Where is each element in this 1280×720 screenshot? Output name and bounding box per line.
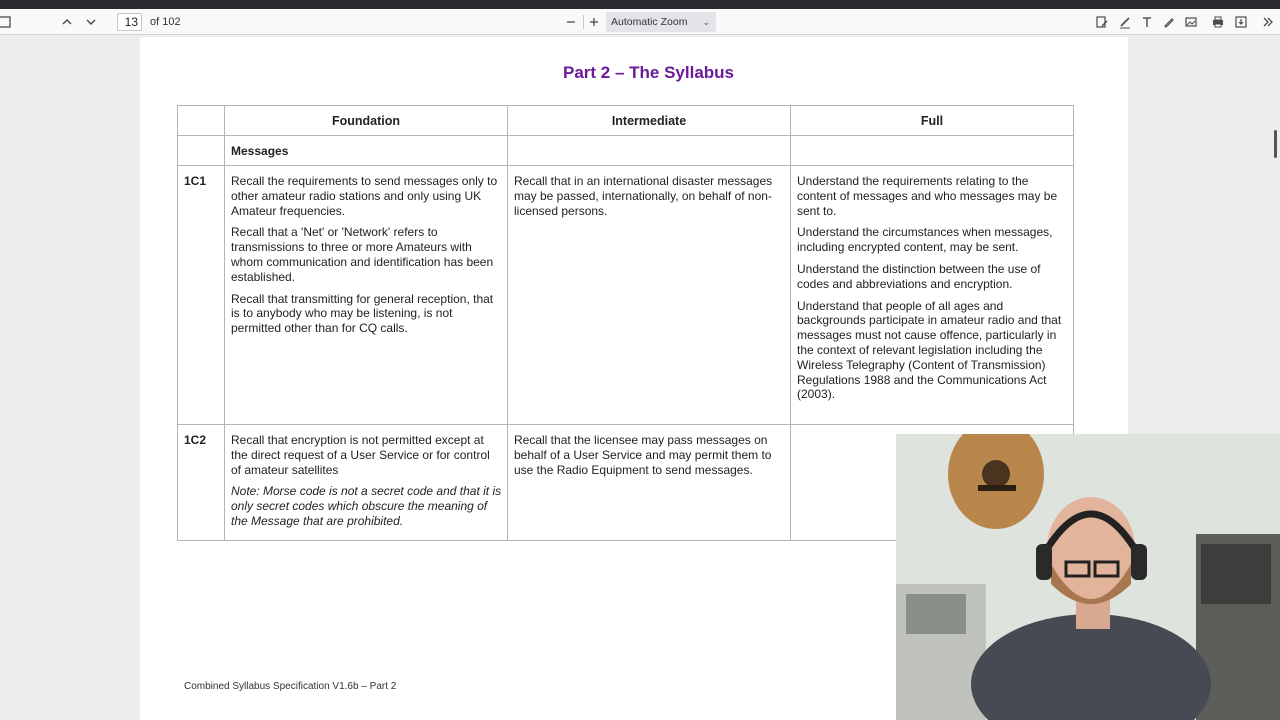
webcam-overlay <box>896 434 1280 720</box>
zoom-select-label: Automatic Zoom <box>611 16 688 28</box>
page-number-input[interactable]: 13 <box>117 13 142 31</box>
tools-icon[interactable] <box>1258 9 1278 35</box>
syllabus-text: Recall that in an international disaster messages may be passed, internationally, on behalf of non-licensed persons. <box>514 174 773 218</box>
editor-icon[interactable] <box>1092 9 1112 35</box>
save-icon[interactable] <box>1231 9 1251 35</box>
page-footer: Combined Syllabus Specification V1.6b – Part 2 <box>184 681 397 692</box>
print-icon[interactable] <box>1208 9 1228 35</box>
window-top-strip <box>0 0 1280 9</box>
syllabus-text: Recall that a 'Net' or 'Network' refers to transmissions to three or more Amateurs with whom communication and identification has been established. <box>231 225 494 284</box>
draw-icon[interactable] <box>1159 9 1179 35</box>
sidebar-toggle-icon[interactable] <box>0 9 14 35</box>
section-row <box>178 136 1074 166</box>
table-header-intermediate: Intermediate <box>508 106 791 136</box>
row-id: 1C2 <box>178 425 225 541</box>
table-cell <box>508 136 791 166</box>
syllabus-text: Recall that the licensee may pass messages on behalf of a User Service and may permit them to use the Radio Equipment to send messages. <box>514 433 772 477</box>
syllabus-text: Recall that transmitting for general reception, that is to anybody who may be listening, is not permitted other than for CQ calls. <box>231 291 494 336</box>
chevron-down-icon[interactable] <box>81 9 101 35</box>
page-title: Part 2 – The Syllabus <box>562 63 734 82</box>
syllabus-text: Recall the requirements to send messages only to other amateur radio stations and only using UK Amateur frequencies. <box>231 174 498 218</box>
table-cell <box>178 136 225 166</box>
syllabus-text: Understand the requirements relating to the content of messages and who messages may be sent to. <box>797 174 1058 218</box>
zoom-select[interactable] <box>606 12 716 32</box>
syllabus-text: Understand that people of all ages and backgrounds participate in amateur radio and that messages must not cause offence, particularly in the context of relevant legislation including the Wireless Telegraphy (Content of Transmission) Regulations 1988 and the Communications Act (2003). <box>797 298 1062 402</box>
syllabus-text: Understand the distinction between the use of codes and abbreviations and encryption. <box>797 261 1041 291</box>
page-count: of 102 <box>150 16 181 28</box>
highlight-icon[interactable] <box>1115 9 1135 35</box>
table-header-foundation: Foundation <box>225 106 508 136</box>
foundation-cell <box>225 425 508 541</box>
table-header-full: Full <box>791 106 1074 136</box>
intermediate-cell <box>508 425 791 541</box>
table-header-empty <box>178 106 225 136</box>
zoom-out-icon[interactable] <box>561 9 581 35</box>
table-header-row <box>178 106 1074 136</box>
intermediate-cell <box>508 166 791 425</box>
section-label: Messages <box>225 136 508 166</box>
foundation-cell <box>225 166 508 425</box>
chevron-up-icon[interactable] <box>57 9 77 35</box>
zoom-in-icon[interactable] <box>584 9 604 35</box>
webcam-image <box>896 434 1280 720</box>
table-cell <box>791 136 1074 166</box>
syllabus-note: Note: Morse code is not a secret code and that it is only secret codes which obscure the meaning of the Message that are prohibited. <box>231 484 502 528</box>
text-icon[interactable] <box>1137 9 1157 35</box>
table-row <box>178 166 1074 425</box>
pdf-toolbar <box>0 9 1280 35</box>
full-cell <box>791 166 1074 425</box>
syllabus-text: Recall that encryption is not permitted except at the direct request of a User Service or for control of amateur satellites <box>231 433 490 477</box>
row-id: 1C1 <box>178 166 225 425</box>
scrollbar-thumb[interactable] <box>1274 130 1277 158</box>
syllabus-text: Understand the circumstances when messages, including encrypted content, may be sent. <box>797 225 1053 255</box>
chevron-down-icon: ⌄ <box>702 17 710 27</box>
image-icon[interactable] <box>1181 9 1201 35</box>
